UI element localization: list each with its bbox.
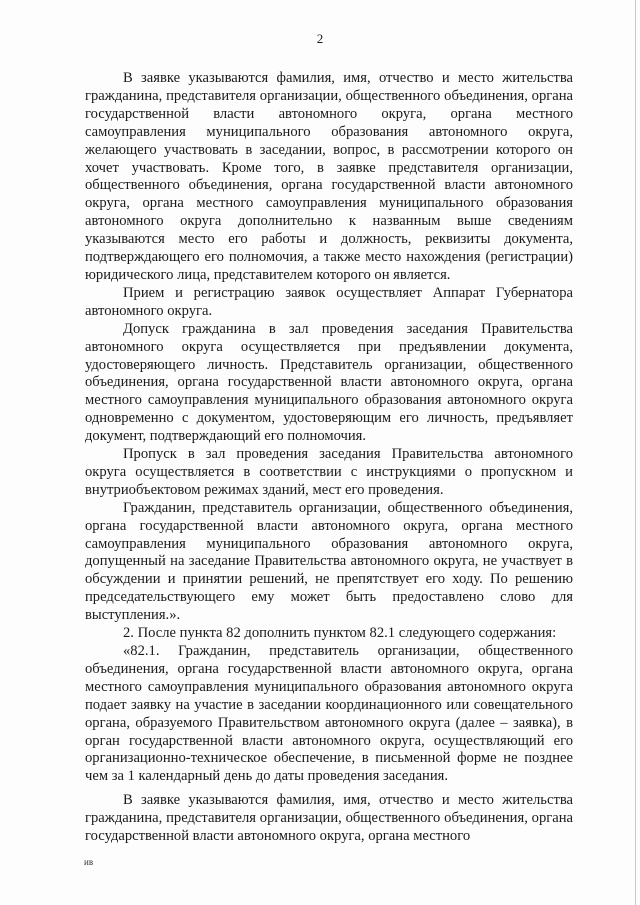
- paragraph-application-contents: В заявке указываются фамилия, имя, отчество и место жительства гражданина, представителя организации, общественного объединения, органа государственной власти автономного округа, органа местного самоуправления муниципального образования автономного округа, желающего участвовать в заседании, вопрос, в рассмотрении которого он хочет участвовать. Кроме того, в заявке представителя организации, общественного объединения, органа государственной власти автономного округа, органа местного самоуправления муниципального образования автономного округа дополнительно к названным выше сведениям указываются место его работы и должность, реквизиты документа, подтверждающего его полномочия, а также место нахождения (регистрации) юридического лица, представителем которого он является.: [85, 70, 573, 283]
- page-edge-shadow: [635, 0, 636, 905]
- paragraph-registration: Прием и регистрацию заявок осуществляет Аппарат Губернатора автономного округа.: [85, 284, 573, 319]
- paragraph-participation: Гражданин, представитель организации, общественного объединения, органа государственной власти автономного округа, органа местного самоуправления муниципального образования автономного округа, допущенный на заседание Правительства автономного округа, не участвует в обсуждении и принятии решений, не препятствует его ходу. По решению председательствующего ему может быть предоставлено слово для выступления.».: [85, 499, 573, 624]
- paragraph-application-contents-2: В заявке указываются фамилия, имя, отчество и место жительства гражданина, представителя организации, общественного объединения, органа государственной власти автономного округа, органа местного: [85, 792, 573, 845]
- page-number: 2: [316, 31, 324, 46]
- paragraph-clause-82-1: «82.1. Гражданин, представитель организации, общественного объединения, органа государственной власти автономного округа, органа местного самоуправления муниципального образования автономного округа подает заявку на участие в заседании координационного или совещательного органа, образуемого Правительством автономного округа (далее – заявка), в орган государственной власти автономного округа, осуществляющий его организационно-техническое обеспечение, в письменной форме не позднее чем за 1 календарный день до даты проведения заседания.: [85, 643, 573, 785]
- footer-initials: ив: [84, 857, 94, 867]
- document-body: [85, 70, 573, 846]
- paragraph-admission: Допуск гражданина в зал проведения заседания Правительства автономного округа осуществляется при предъявлении документа, удостоверяющего личность. Представитель организации, общественного объединения, органа государственной власти автономного округа, органа местного самоуправления муниципального образования автономного округа одновременно с документом, удостоверяющим его личность, предъявляет документ, подтверждающий его полномочия.: [85, 320, 573, 445]
- paragraph-pass-regime: Пропуск в зал проведения заседания Правительства автономного округа осуществляется в соответствии с инструкциями о пропускном и внутриобъектовом режимах зданий, мест его проведения.: [85, 446, 573, 498]
- paragraph-amendment-2: 2. После пункта 82 дополнить пунктом 82.1 следующего содержания:: [123, 625, 557, 642]
